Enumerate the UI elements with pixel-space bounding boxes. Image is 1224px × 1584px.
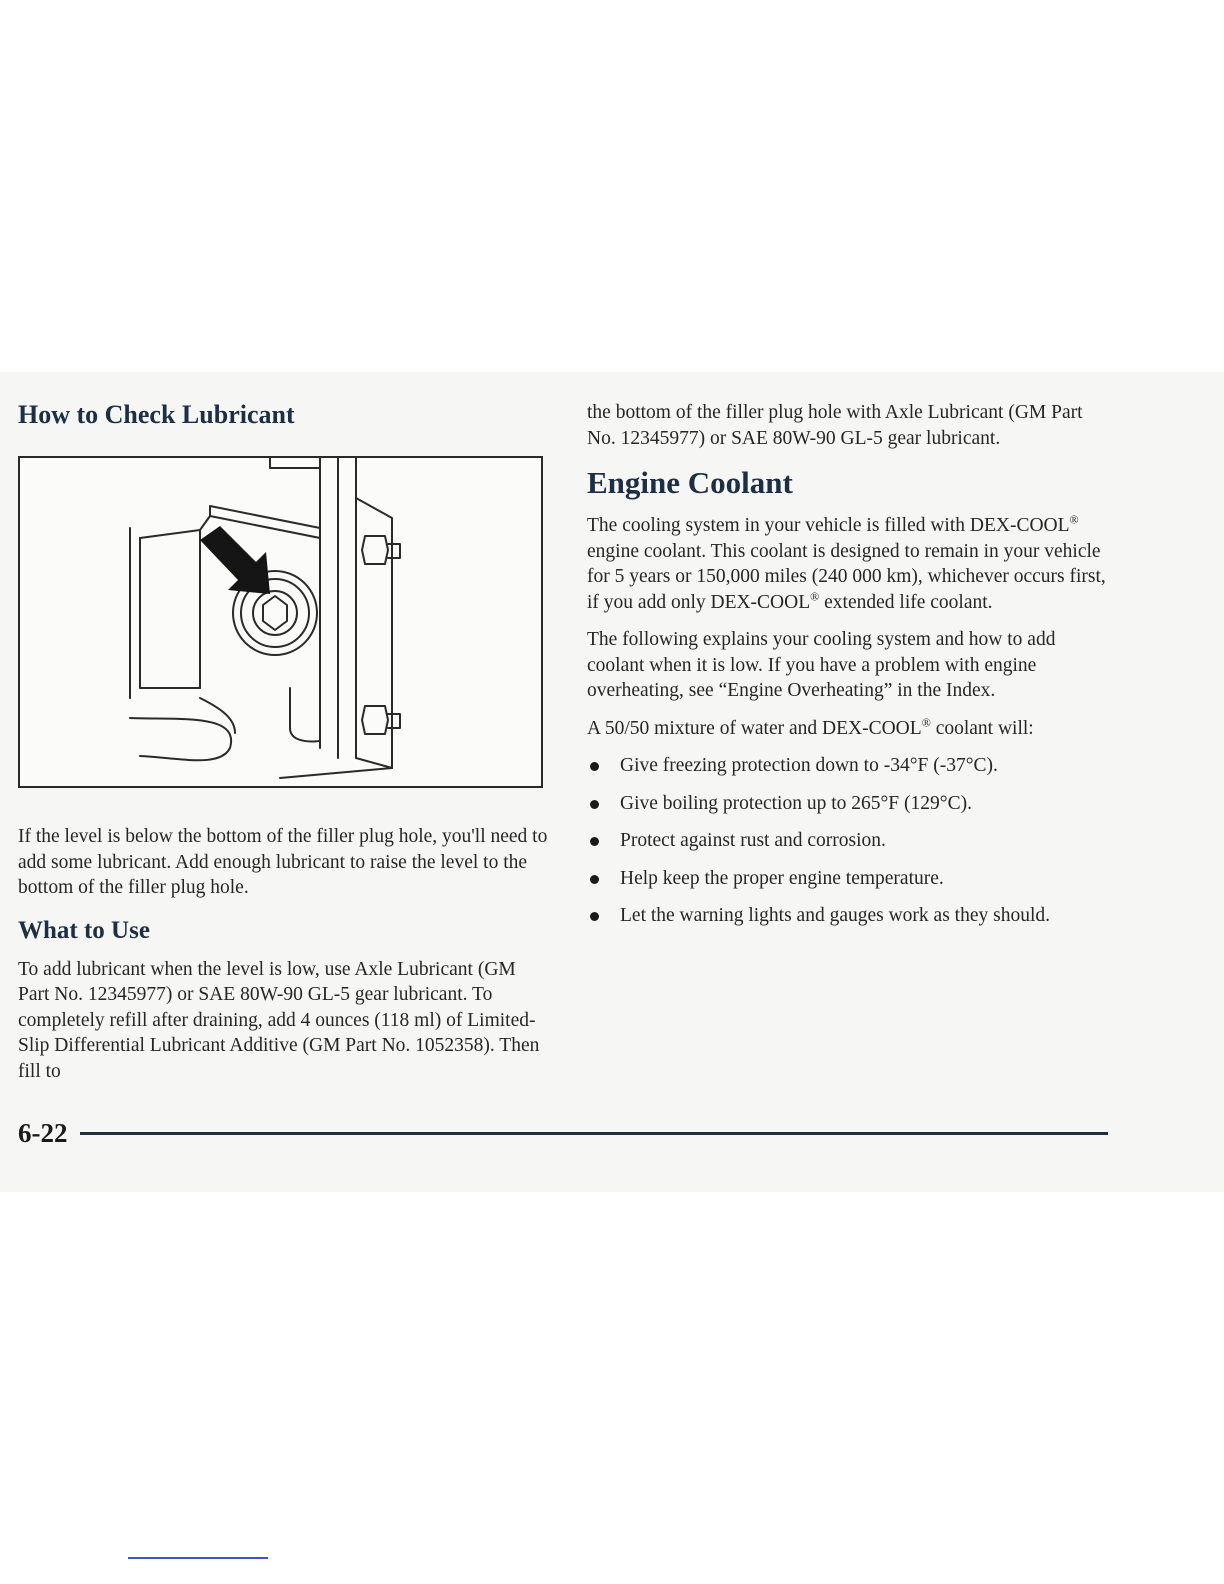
what-to-use-paragraph: To add lubricant when the level is low, use Axle Lubricant (GM Part No. 12345977) or SAE 80W-90 GL-5 gear lubricant. To completely refill after draining, add 4 ounces (118 ml) of Limited-Slip Differential Lubricant Additive (GM Part No. 1052358). Then fill to — [18, 958, 540, 1082]
what-to-use-heading: What to Use — [18, 916, 150, 944]
registered-mark: ® — [810, 589, 820, 603]
registered-mark: ® — [921, 715, 931, 729]
list-item: Help keep the proper engine temperature. — [587, 866, 1107, 892]
list-item: Protect against rust and corrosion. — [587, 828, 1107, 854]
arrow-icon — [200, 526, 270, 594]
bullet-icon — [590, 762, 599, 771]
list-item: Give freezing protection down to -34°F (-37°C). — [587, 753, 1107, 779]
how-to-check-lubricant-heading: How to Check Lubricant — [18, 400, 295, 429]
bullet-icon — [590, 837, 599, 846]
lubricant-level-paragraph: If the level is below the bottom of the filler plug hole, you'll need to add some lubricant. Add enough lubricant to raise the level to the bottom of the filler plug hole. — [18, 826, 548, 898]
axle-diagram-icon — [20, 458, 541, 786]
bullet-icon — [590, 800, 599, 809]
left-column — [18, 398, 548, 432]
page-number: 6-22 — [18, 1118, 68, 1148]
bullet-icon — [590, 875, 599, 884]
registered-mark: ® — [1069, 512, 1079, 527]
filler-plug-illustration — [18, 456, 543, 788]
mixture-paragraph: A 50/50 mixture of water and DEX-COOL® coolant will: — [587, 715, 1034, 739]
footer-rule — [80, 1132, 1108, 1135]
bottom-link-underline — [128, 1557, 268, 1559]
engine-coolant-heading: Engine Coolant — [587, 465, 793, 500]
bullet-icon — [590, 912, 599, 921]
right-column — [587, 400, 1107, 941]
continuation-paragraph: the bottom of the filler plug hole with Axle Lubricant (GM Part No. 12345977) or SAE 80W-90 GL-5 gear lubricant. — [587, 402, 1083, 449]
left-lower-column — [18, 824, 548, 1084]
cooling-explanation-paragraph: The following explains your cooling system and how to add coolant when it is low. If you have a problem with engine overheating, see “Engine Overheating” in the Index. — [587, 629, 1056, 701]
list-item: Give boiling protection up to 265°F (129°C). — [587, 791, 1107, 817]
cooling-system-paragraph: The cooling system in your vehicle is filled with DEX-COOL® engine coolant. This coolant is designed to remain in your vehicle for 5 years or 150,000 miles (240 000 km), whichever occurs first, if you add only DEX-COOL® extended life coolant. — [587, 512, 1106, 613]
coolant-benefits-list — [587, 753, 1107, 929]
list-item: Let the warning lights and gauges work as they should. — [587, 903, 1107, 929]
